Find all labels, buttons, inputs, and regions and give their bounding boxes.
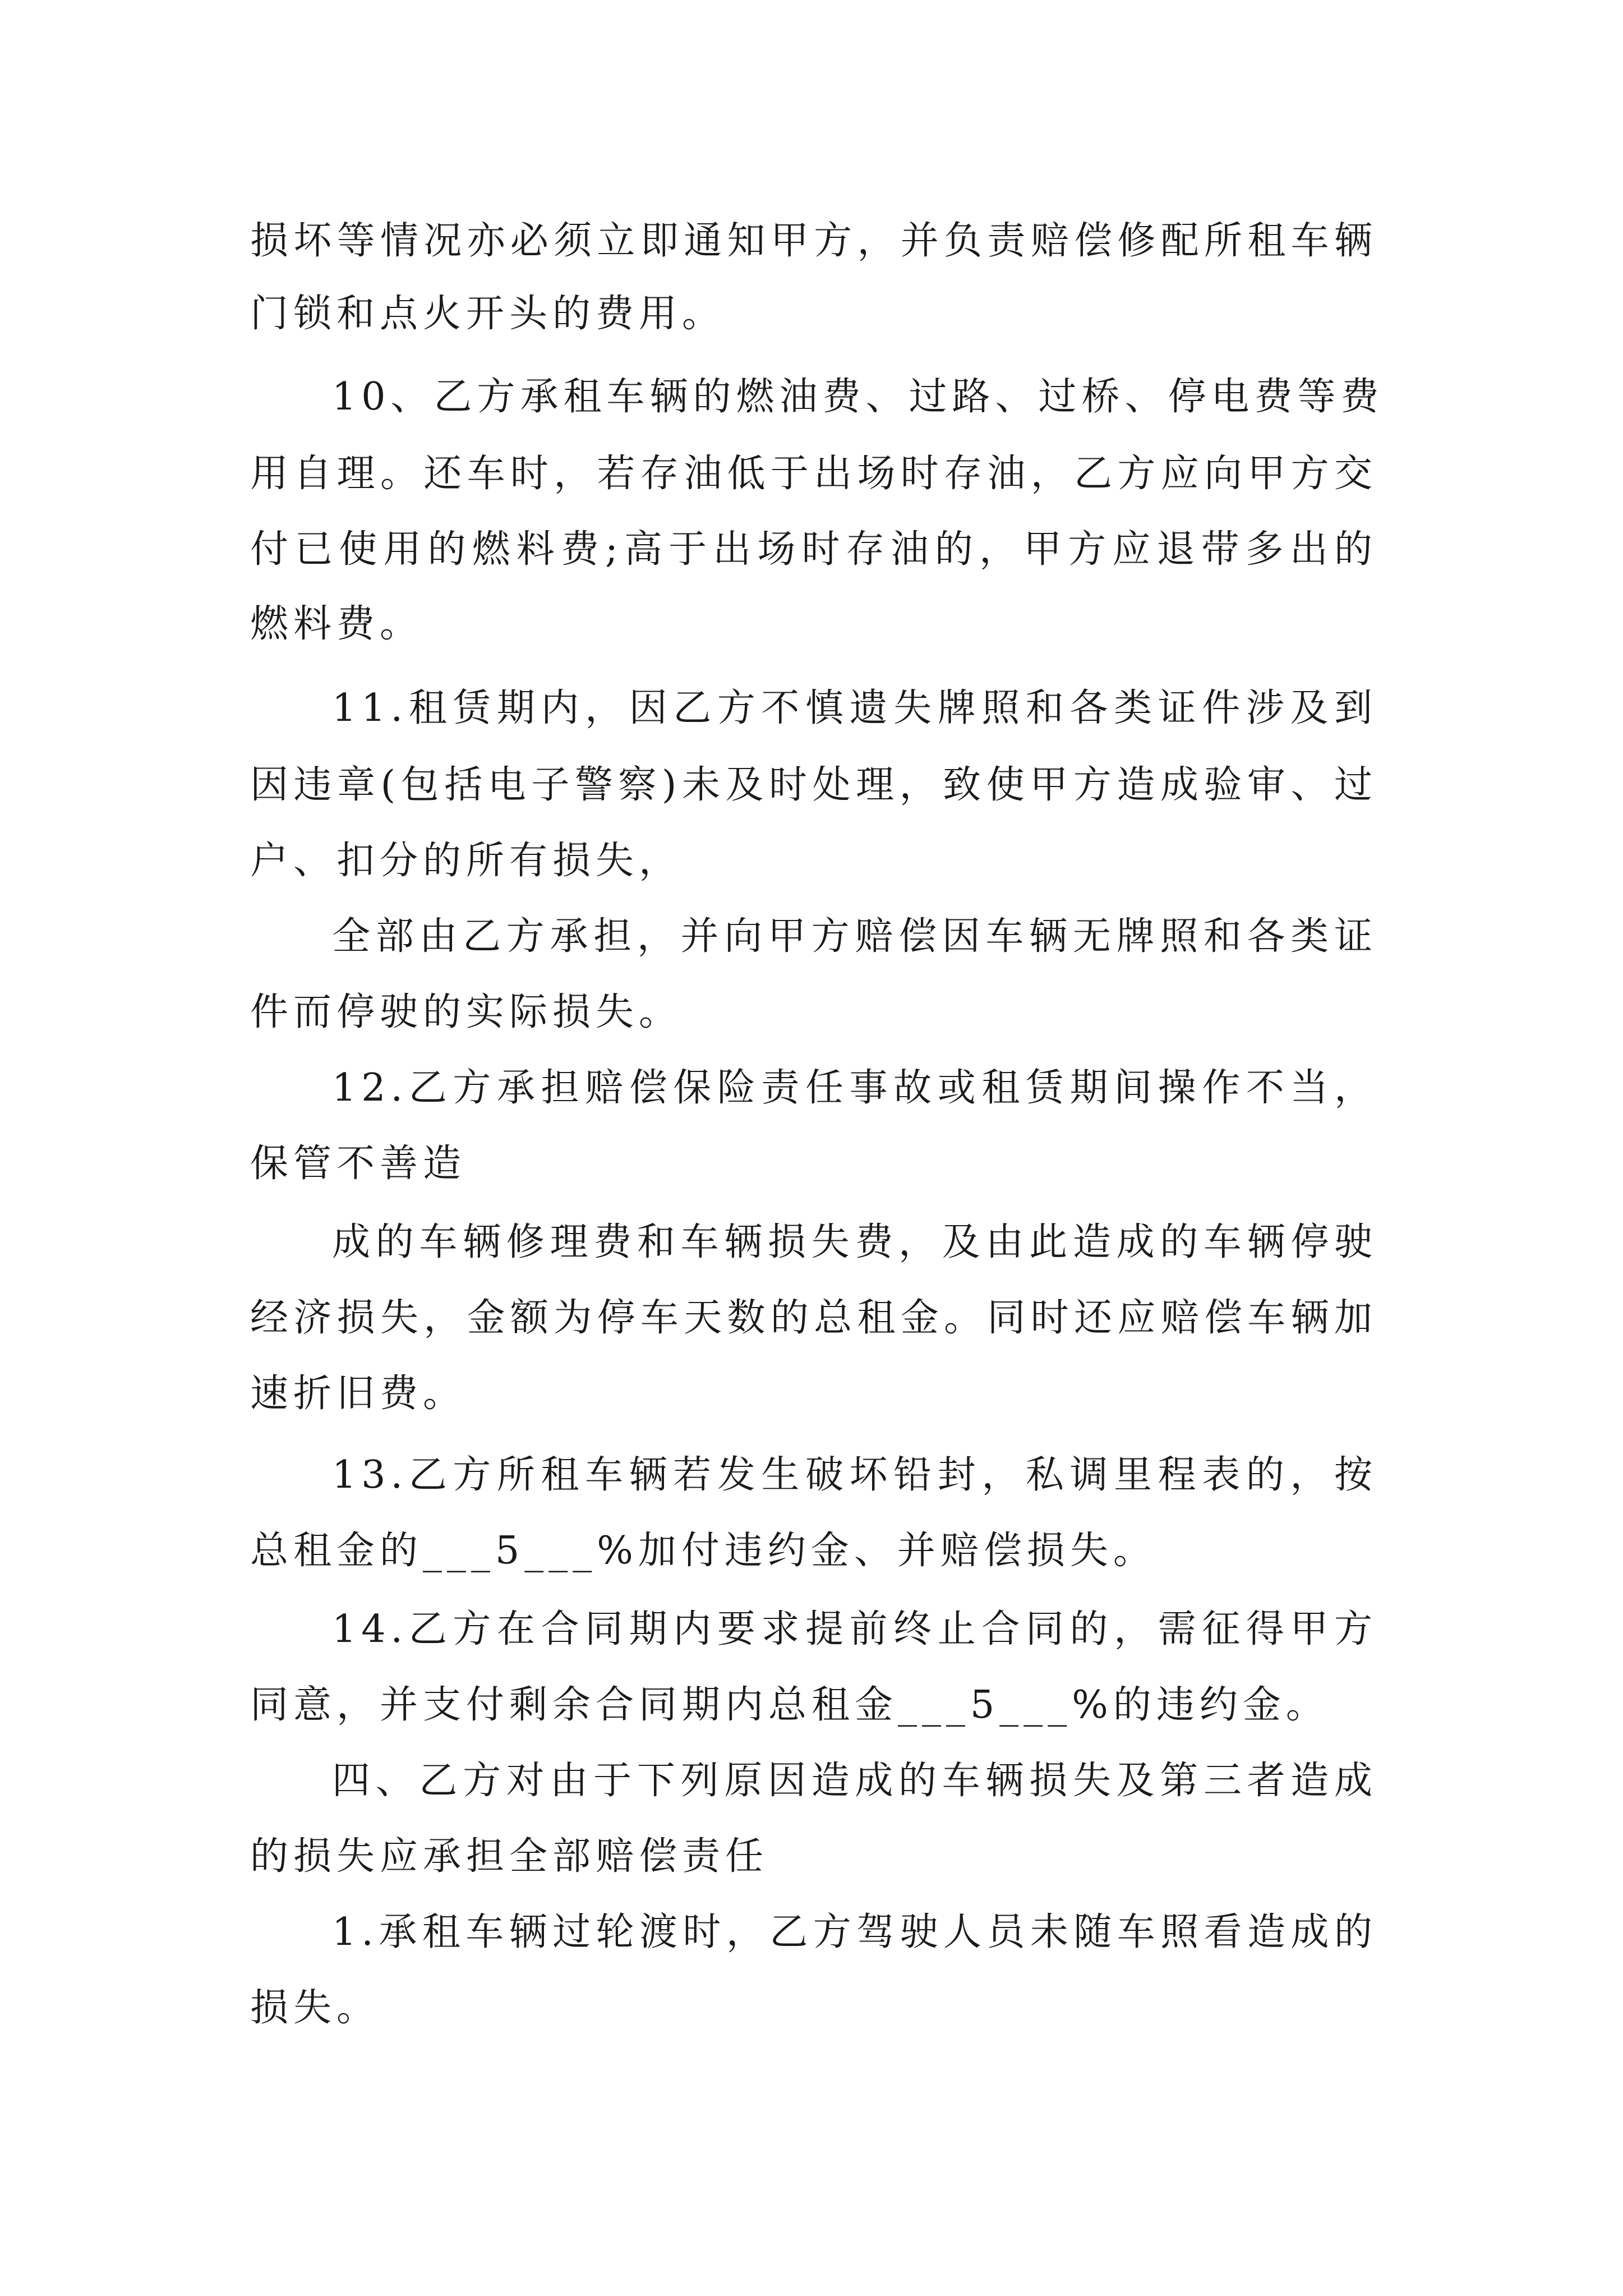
text-line: 速折旧费。: [250, 1372, 467, 1416]
text-line: 件而停驶的实际损失。: [250, 990, 683, 1034]
text-line: 因违章(包括电子警察)未及时处理，致使甲方造成验审、过: [250, 763, 1377, 807]
text-line: 全部由乙方承担，并向甲方赔偿因车辆无牌照和各类证: [332, 914, 1377, 959]
text-line: 总租金的___5___%加付违约金、并赔偿损失。: [250, 1529, 1156, 1573]
text-line: 保管不善造: [250, 1142, 467, 1186]
text-line: 11.租赁期内，因乙方不慎遗失牌照和各类证件涉及到: [332, 686, 1377, 730]
text-line: 门锁和点火开头的费用。: [250, 292, 726, 336]
text-line: 户、扣分的所有损失，: [250, 839, 683, 883]
text-line: 14.乙方在合同期内要求提前终止合同的，需征得甲方: [332, 1607, 1377, 1651]
text-line: 的损失应承担全部赔偿责任: [250, 1834, 769, 1879]
text-line: 燃料费。: [250, 602, 423, 646]
text-line: 成的车辆修理费和车辆损失费，及由此造成的车辆停驶: [332, 1220, 1377, 1264]
text-line: 损坏等情况亦必须立即通知甲方，并负责赔偿修配所租车辆: [250, 219, 1377, 263]
text-line: 用自理。还车时，若存油低于出场时存油，乙方应向甲方交: [250, 452, 1377, 496]
text-line: 损失。: [250, 1986, 380, 2030]
text-line: 12.乙方承担赔偿保险责任事故或租赁期间操作不当，: [332, 1066, 1377, 1110]
text-line: 同意，并支付剩余合同期内总租金___5___%的违约金。: [250, 1683, 1329, 1727]
text-line: 付已使用的燃料费;高于出场时存油的，甲方应退带多出的: [250, 527, 1377, 572]
text-line: 1.承租车辆过轮渡时，乙方驾驶人员未随车照看造成的: [332, 1910, 1377, 1954]
text-line: 13.乙方所租车辆若发生破坏铅封，私调里程表的，按: [332, 1453, 1377, 1497]
text-line: 经济损失，金额为停车天数的总租金。同时还应赔偿车辆加: [250, 1296, 1377, 1340]
text-line: 10、乙方承租车辆的燃油费、过路、过桥、停电费等费: [332, 375, 1384, 419]
text-line: 四、乙方对由于下列原因造成的车辆损失及第三者造成: [332, 1759, 1377, 1803]
